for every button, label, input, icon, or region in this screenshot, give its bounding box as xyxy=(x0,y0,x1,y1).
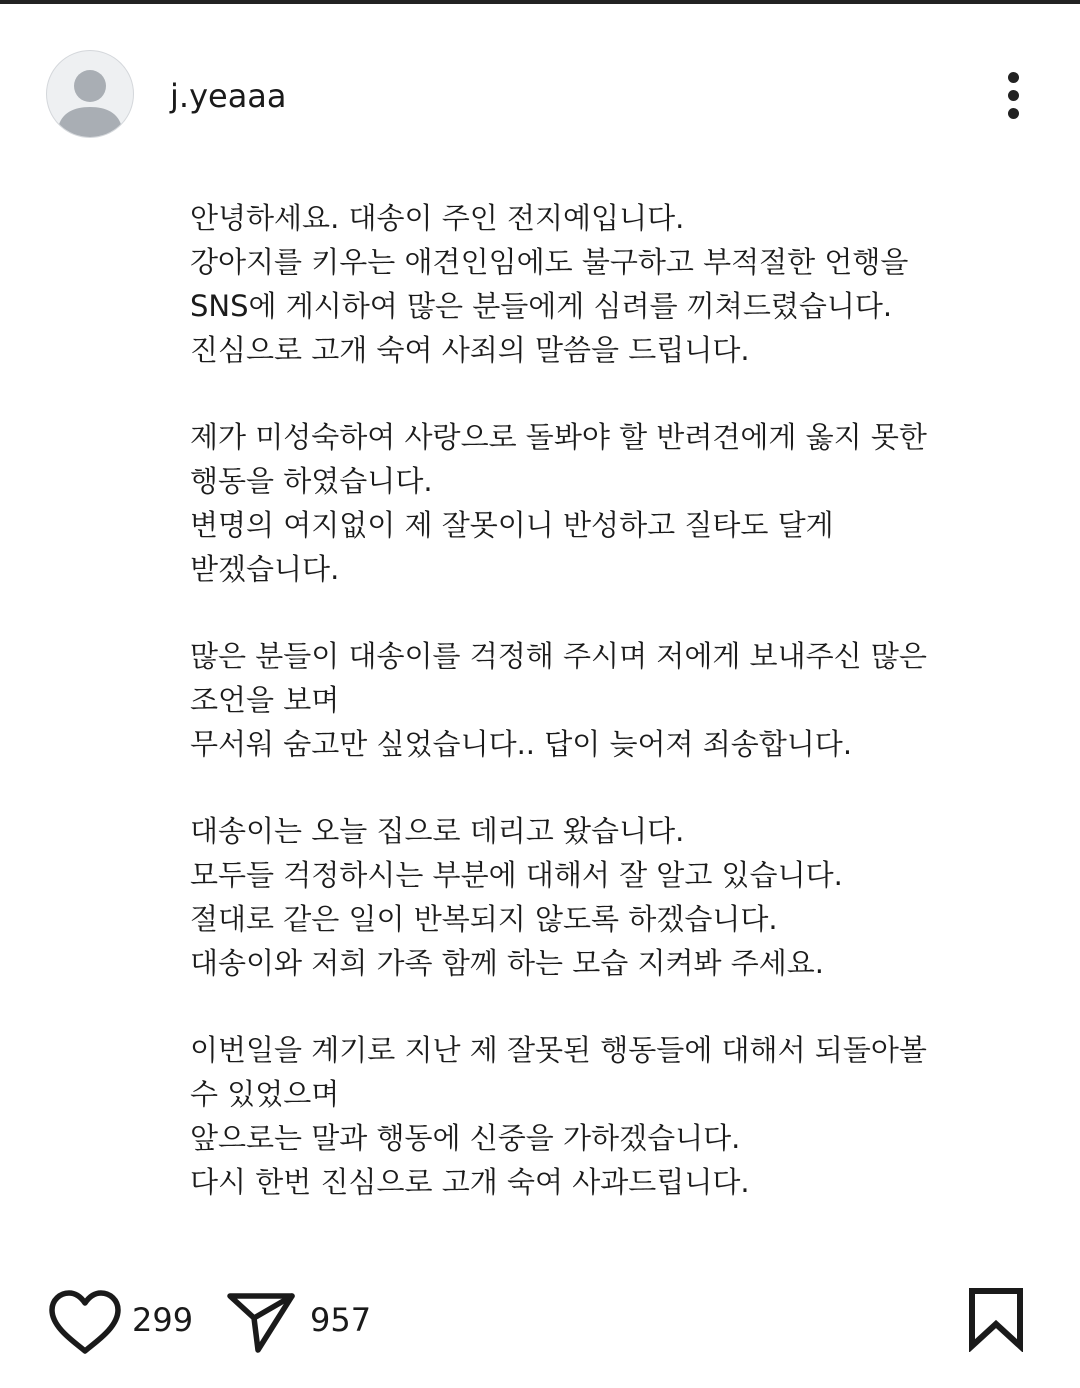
heart-shape xyxy=(46,1288,124,1358)
post-text-line: 앞으로는 말과 행동에 신중을 가하겠습니다. xyxy=(190,1121,741,1155)
post-text xyxy=(190,196,990,1247)
post-text-line: 진심으로 고개 숙여 사죄의 말씀을 드립니다. xyxy=(190,333,750,367)
more-dot xyxy=(1008,90,1019,101)
post-text-line: 수 있었으며 xyxy=(190,1077,340,1111)
post-text-line: 강아지를 키우는 애견인임에도 불구하고 부적절한 언행을 xyxy=(190,245,909,279)
post-paragraph xyxy=(190,415,990,591)
post-text-line: 다시 한번 진심으로 고개 숙여 사과드립니다. xyxy=(190,1165,750,1199)
post-paragraph xyxy=(190,809,990,985)
post-paragraph xyxy=(190,634,990,766)
post-text-line: 절대로 같은 일이 반복되지 않도록 하겠습니다. xyxy=(190,902,778,936)
post-text-line: 무서워 숨고만 싶었습니다.. 답이 늦어져 죄송합니다. xyxy=(190,727,853,761)
post-text-line: 모두들 걱정하시는 부분에 대해서 잘 알고 있습니다. xyxy=(190,858,843,892)
post-text-line: 행동을 하였습니다. xyxy=(190,464,433,498)
post-text-line: 안녕하세요. 대송이 주인 전지예입니다. xyxy=(190,201,685,235)
post-text-line: 대송이는 오늘 집으로 데리고 왔습니다. xyxy=(190,814,685,848)
post-text-line: 변명의 여지없이 제 잘못이니 반성하고 질타도 달게 xyxy=(190,508,834,542)
post-paragraph xyxy=(190,1028,990,1204)
post-text-line: 이번일을 계기로 지난 제 잘못된 행동들에 대해서 되돌아볼 xyxy=(190,1033,927,1067)
more-vertical-icon[interactable] xyxy=(990,66,1038,126)
post-text-line: SNS에 게시하여 많은 분들에게 심려를 끼쳐드렸습니다. xyxy=(190,289,893,323)
post-text-line: 많은 분들이 대송이를 걱정해 주시며 저에게 보내주신 많은 xyxy=(190,639,927,673)
post-paragraph xyxy=(190,196,990,372)
post-text-line: 대송이와 저희 가족 함께 하는 모습 지켜봐 주세요. xyxy=(190,946,825,980)
bookmark-shape xyxy=(964,1286,1030,1352)
like-count: 299 xyxy=(132,1301,194,1339)
avatar-silhouette xyxy=(47,51,133,137)
bookmark-outline-icon[interactable] xyxy=(964,1286,1030,1352)
paper-plane-icon[interactable] xyxy=(226,1288,298,1356)
paper-plane-shape xyxy=(226,1288,298,1356)
post-text-line: 조언을 보며 xyxy=(190,683,340,717)
heart-outline-icon[interactable] xyxy=(46,1288,124,1358)
more-dot xyxy=(1008,72,1019,83)
share-count: 957 xyxy=(310,1301,372,1339)
post-actions-bar xyxy=(0,1280,1080,1360)
post-text-line: 제가 미성숙하여 사랑으로 돌봐야 할 반려견에게 옳지 못한 xyxy=(190,420,927,454)
username[interactable]: j.yeaaa xyxy=(170,77,287,115)
default-user-avatar-icon[interactable] xyxy=(46,50,134,138)
more-dot xyxy=(1008,108,1019,119)
post-text-line: 받겠습니다. xyxy=(190,552,340,586)
post-header xyxy=(0,0,1080,190)
